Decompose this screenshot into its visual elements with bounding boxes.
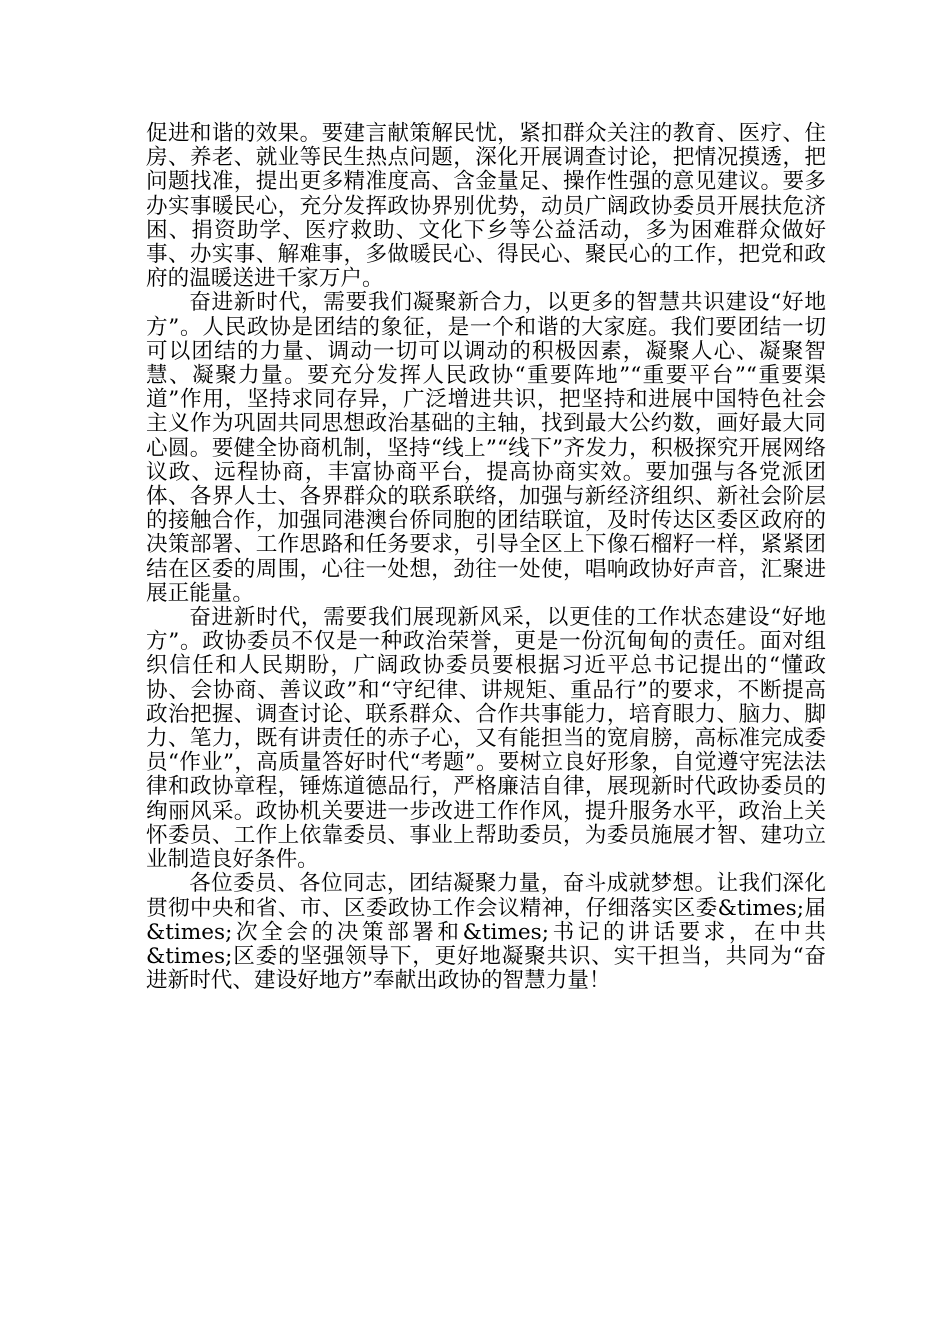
paragraph-3: 奋进新时代，需要我们展现新风采，以更佳的工作状态建设“好地方”。政协委员不仅是一种政治荣誉，更是一份沉甸甸的责任。面对组织信任和人民期盼，广阔政协委员要根据习近平总书记提出的“懂政协、会协商、善议政”和“守纪律、讲规矩、重品行”的要求，不断提高政治把握、调查讨论、联系群众、合作共事能力，培育眼力、脑力、脚力、笔力，既有讲责任的赤子心，又有能担当的宽肩膀，高标准完成委员“作业”，高质量答好时代“考题”。要树立良好形象，自觉遵守宪法法律和政协章程，锤炼道德品行，严格廉洁自律，展现新时代政协委员的绚丽风采。政协机关要进一步改进工作作风，提升服务水平，政治上关怀委员、工作上依靠委员、事业上帮助委员，为委员施展才智、建功立业制造良好条件。 xyxy=(146,605,826,873)
document-body xyxy=(146,122,826,993)
paragraph-2: 奋进新时代，需要我们凝聚新合力，以更多的智慧共识建设“好地方”。人民政协是团结的象征，是一个和谐的大家庭。我们要团结一切可以团结的力量、调动一切可以调动的积极因素，凝聚人心、凝聚智慧、凝聚力量。要充分发挥人民政协“重要阵地”“重要平台”“重要渠道”作用，坚持求同存异，广泛增进共识，把坚持和进展中国特色社会主义作为巩固共同思想政治基础的主轴，找到最大公约数，画好最大同心圆。要健全协商机制，坚持“线上”“线下”齐发力，积极探究开展网络议政、远程协商，丰富协商平台，提高协商实效。要加强与各党派团体、各界人士、各界群众的联系联络，加强与新经济组织、新社会阶层的接触合作，加强同港澳台侨同胞的团结联谊，及时传达区委区政府的决策部署、工作思路和任务要求，引导全区上下像石榴籽一样，紧紧团结在区委的周围，心往一处想，劲往一处使，唱响政协好声音，汇聚进展正能量。 xyxy=(146,290,826,606)
paragraph-4: 各位委员、各位同志，团结凝聚力量，奋斗成就梦想。让我们深化贯彻中央和省、市、区委政协工作会议精神，仔细落实区委&times;届&times;次全会的决策部署和&times;书记的讲话要求，在中共&times;区委的坚强领导下，更好地凝聚共识、实干担当，共同为“奋进新时代、建设好地方”奉献出政协的智慧力量！ xyxy=(146,871,826,994)
paragraph-1: 促进和谐的效果。要建言献策解民忧，紧扣群众关注的教育、医疗、住房、养老、就业等民生热点问题，深化开展调查讨论，把情况摸透，把问题找准，提出更多精准度高、含金量足、操作性强的意见建议。要多办实事暖民心，充分发挥政协界别优势，动员广阔政协委员开展扶危济困、捐资助学、医疗救助、文化下乡等公益活动，多为困难群众做好事、办实事、解难事，多做暖民心、得民心、聚民心的工作，把党和政府的温暖送进千家万户。 xyxy=(146,121,826,292)
